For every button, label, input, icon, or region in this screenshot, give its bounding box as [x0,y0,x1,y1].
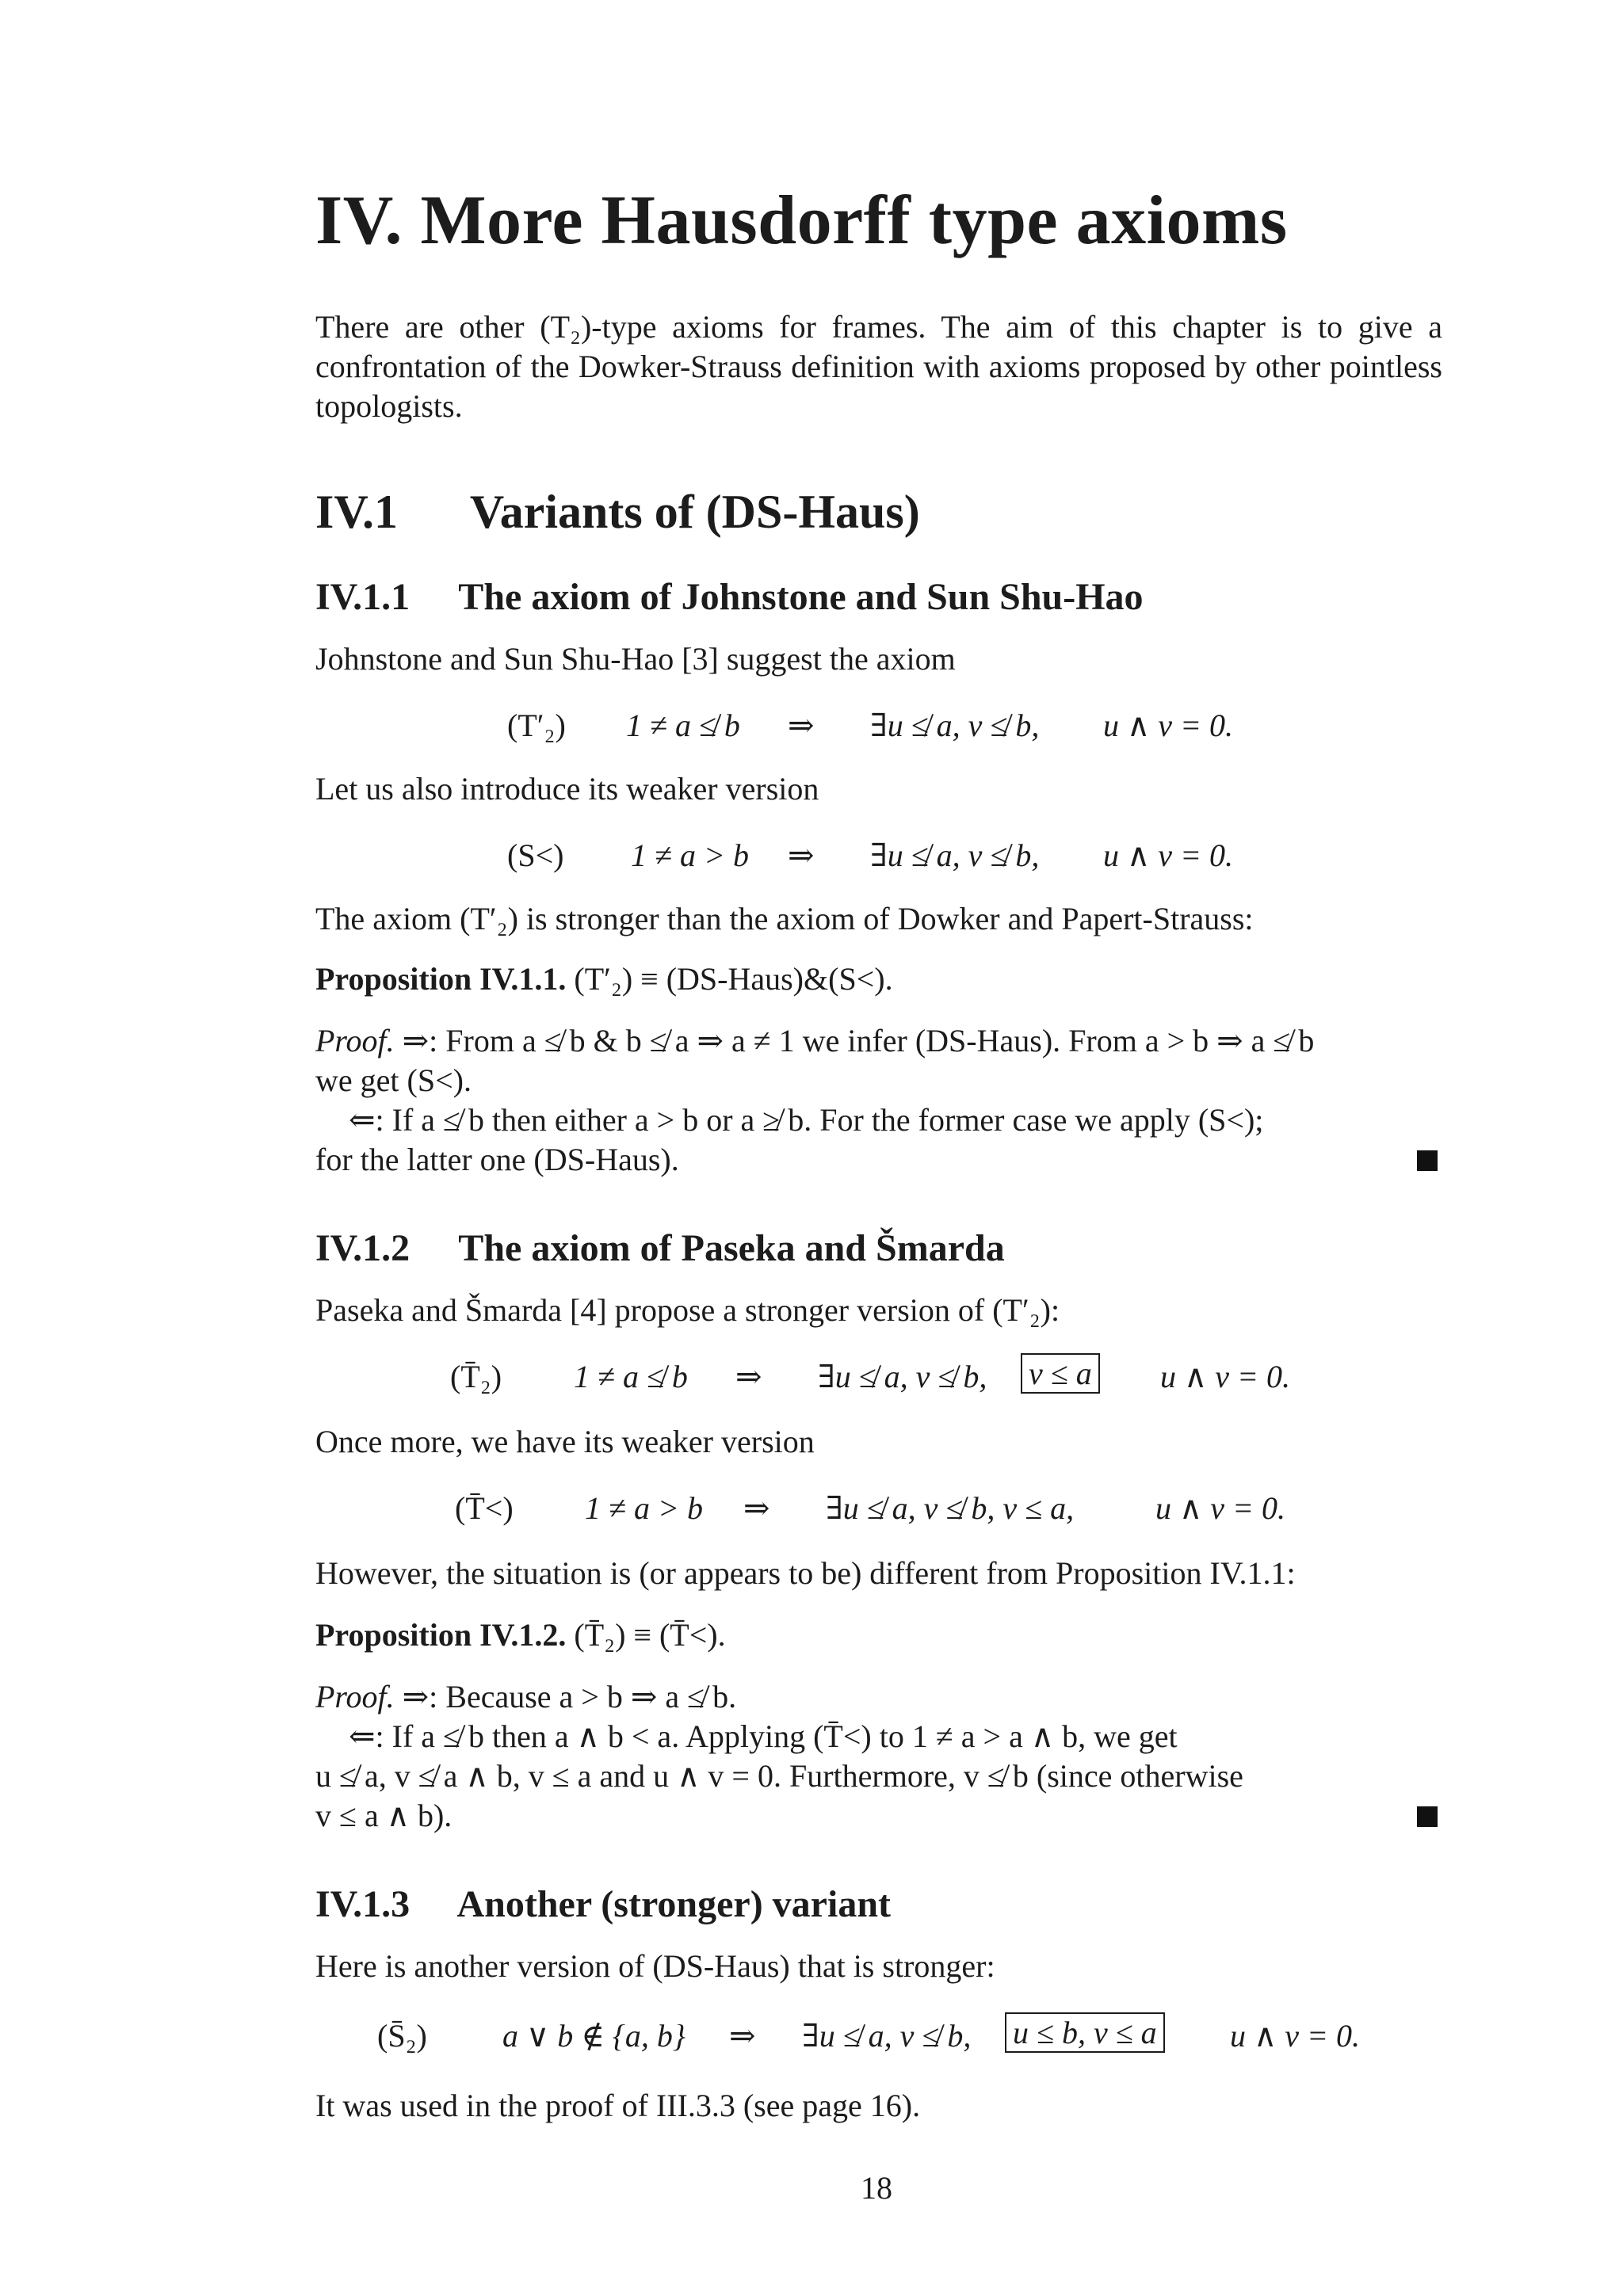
proposition-statement: (T′₂) ≡ (DS-Haus)&(S<). [574,961,893,997]
equation-rhs: ∃u ≰ a, v ≰ b, v ≤ a, [826,1490,1075,1526]
proposition-statement: (T̄₂) ≡ (T̄<). [574,1617,726,1653]
text-line: Let us also introduce its weaker version [315,771,819,807]
equation-tail: u ∧ v = 0. [1230,2018,1361,2054]
equation-lhs: 1 ≠ a > b [585,1490,703,1526]
equation-lhs: 1 ≠ a ≰ b [574,1359,688,1394]
subsection-number: IV.1.2 [315,1227,411,1269]
equation-lhs: a ∨ b ∉ {a, b} [502,2018,685,2054]
equation-tail: u ∧ v = 0. [1155,1490,1286,1526]
proof-line: v ≤ a ∧ b). [315,1798,453,1833]
equation-s2bar [315,2017,1442,2061]
text-line: The axiom (T′₂) is stronger than the axiom of Dowker and Papert-Strauss: [315,901,1254,936]
equation-t2prime [315,707,1442,746]
page-number: 18 [861,2170,892,2206]
equation-s-less [315,837,1442,876]
equation-arrow: ⇒ [729,2018,756,2054]
equation-arrow: ⇒ [788,707,815,743]
subsection-title: The axiom of Johnstone and Sun Shu-Hao [458,576,1144,618]
section-heading [315,485,920,540]
text-line: Johnstone and Sun Shu-Hao [3] suggest the axiom [315,641,956,677]
equation-tail: u ∧ v = 0. [1103,707,1234,743]
proof-line: ⇐: If a ≰ b then either a > b or a ≱ b. For the former case we apply (S<); [349,1102,1264,1138]
subsection-number: IV.1.3 [315,1883,411,1925]
equation-label: (T̄<) [455,1490,514,1526]
text-line: It was used in the proof of III.3.3 (see page 16). [315,2088,921,2123]
subsection-title: Another (stronger) variant [456,1883,891,1925]
proof-text: ⇒: From a ≰ b & b ≰ a ⇒ a ≠ 1 we infer (DS-Haus). From a > b ⇒ a ≰ b [402,1023,1315,1058]
equation-label: (T̄₂) [450,1359,502,1394]
proof-label: Proof. [315,1679,395,1714]
equation-arrow: ⇒ [735,1359,762,1394]
equation-t2bar [315,1358,1442,1402]
proof-line: for the latter one (DS-Haus). [315,1142,679,1177]
equation-boxed: v ≤ a [1021,1353,1100,1394]
equation-arrow: ⇒ [743,1490,770,1526]
proposition-label: Proposition IV.1.2. [315,1617,567,1653]
text-line: Paseka and Šmarda [4] propose a stronger version of (T′₂): [315,1292,1060,1328]
proof-label: Proof. [315,1023,395,1058]
chapter-title: IV. More Hausdorff type axioms [315,182,1288,259]
proof-line [315,1022,1314,1059]
qed-square-icon [1417,1806,1438,1827]
equation-label: (S<) [507,837,564,873]
subsection-title: The axiom of Paseka and Šmarda [458,1227,1005,1269]
subsection-number: IV.1.1 [315,576,411,618]
text-line: However, the situation is (or appears to be) different from Proposition IV.1.1: [315,1555,1296,1591]
proof-text: ⇒: Because a > b ⇒ a ≰ b. [402,1679,737,1714]
subsection-heading-1 [315,575,1144,619]
subsection-heading-2 [315,1226,1005,1270]
text-line: Once more, we have its weaker version [315,1424,815,1459]
equation-rhs: ∃u ≰ a, v ≰ b, [818,1359,987,1394]
qed-square-icon [1417,1150,1438,1171]
equation-label: (S̄₂) [377,2018,427,2054]
equation-tail: u ∧ v = 0. [1160,1359,1291,1394]
equation-tail: u ∧ v = 0. [1103,837,1234,873]
proof-line: ⇐: If a ≰ b then a ∧ b < a. Applying (T̄<) to 1 ≠ a > a ∧ b, we get [349,1718,1178,1754]
equation-arrow: ⇒ [788,837,815,873]
section-number: IV.1 [315,486,398,538]
equation-label: (T′₂) [507,707,566,743]
subsection-heading-3 [315,1882,891,1926]
proposition-2 [315,1616,726,1653]
equation-rhs: ∃u ≰ a, v ≰ b, [870,707,1040,743]
equation-t-less [315,1489,1442,1529]
text-line: Here is another version of (DS-Haus) that is stronger: [315,1948,995,1984]
proposition-1 [315,960,893,997]
section-title: Variants of (DS-Haus) [469,486,920,538]
intro-paragraph: There are other (T₂)-type axioms for frames. The aim of this chapter is to give a confrontation of the Dowker-Strauss definition with axioms proposed by other pointless topologists. [315,309,1442,424]
proof-line: we get (S<). [315,1062,472,1098]
equation-rhs: ∃u ≰ a, v ≰ b, [802,2018,972,2054]
proposition-label: Proposition IV.1.1. [315,961,567,997]
equation-lhs: 1 ≠ a ≰ b [626,707,740,743]
proof-line [315,1678,736,1715]
equation-boxed: u ≤ b, v ≤ a [1005,2012,1165,2053]
equation-rhs: ∃u ≰ a, v ≰ b, [870,837,1040,873]
proof-line: u ≰ a, v ≰ a ∧ b, v ≤ a and u ∧ v = 0. Furthermore, v ≰ b (since otherwise [315,1758,1243,1794]
equation-lhs: 1 ≠ a > b [631,837,749,873]
